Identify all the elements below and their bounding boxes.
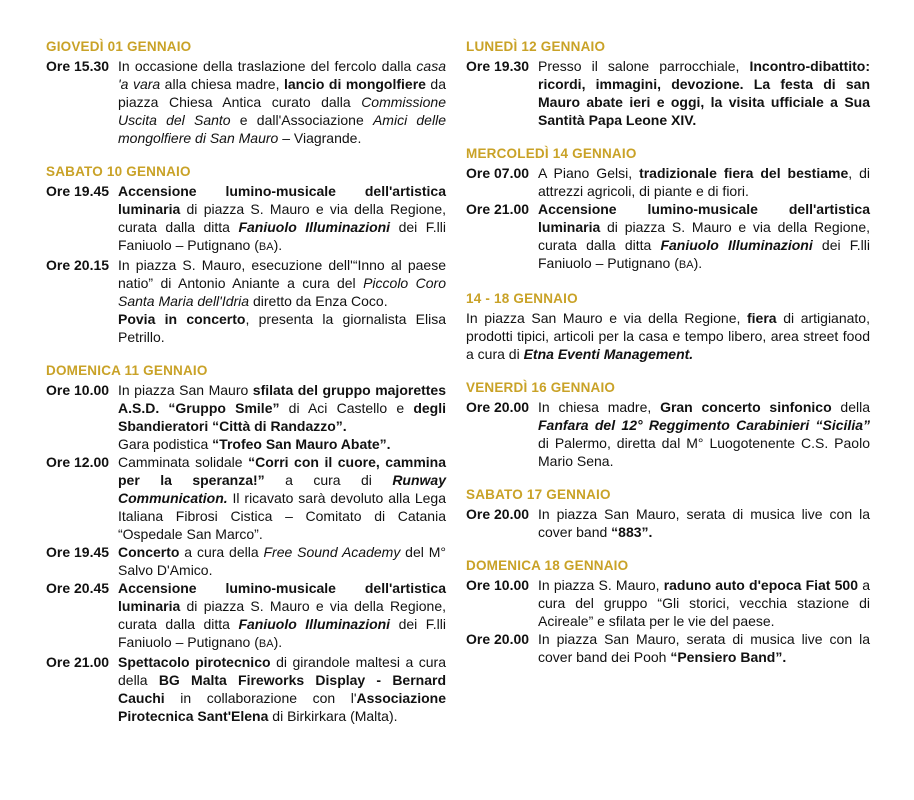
day-section <box>466 38 870 129</box>
event-description <box>118 57 446 147</box>
text-run: , presenta la giornalista Elisa Petrillo. <box>118 311 446 345</box>
event-description <box>118 543 446 579</box>
text-run: Accensione lumino-musicale dell'artistica luminaria <box>118 183 446 217</box>
text-run: Faniuolo Illuminazioni <box>238 616 391 632</box>
event-time: Ore 21.00 <box>46 654 110 670</box>
day-heading: DOMENICA 18 GENNAIO <box>466 558 629 573</box>
event-row <box>46 435 446 453</box>
text-run: “883”. <box>611 524 653 540</box>
text-run: Accensione lumino-musicale dell'artistica luminaria <box>118 580 446 614</box>
event-description <box>538 200 870 274</box>
day-section <box>466 486 870 541</box>
event-row <box>46 653 446 725</box>
text-run: , di attrezzi agricoli, di piante e di fiori. <box>538 165 870 199</box>
event-time: Ore 20.15 <box>46 257 110 273</box>
text-run: dei F.lli Faniuolo – Putignano ( <box>118 219 446 253</box>
text-run: da piazza Chiesa Antica curato dalla <box>118 76 446 110</box>
event-description <box>118 435 446 453</box>
text-run: di artigianato, prodotti tipici, articoli per la casa e tempo libero, area street food a cura di <box>466 310 870 362</box>
text-run: Concerto <box>118 544 180 560</box>
text-run: di Palermo, diretta dal M° Luogotenente C.S. Paolo Mario Sena. <box>538 435 870 469</box>
event-description <box>118 310 446 346</box>
text-run: dei F.lli Faniuolo – Putignano ( <box>538 237 870 271</box>
event-description <box>538 505 870 541</box>
text-run: In piazza San Mauro, serata di musica live con la cover band <box>538 506 870 540</box>
event-description <box>538 57 870 129</box>
text-run: di Birkirkara (Malta). <box>268 708 398 724</box>
text-run: di girandole maltesi a cura della <box>118 654 446 688</box>
event-row <box>466 200 870 274</box>
event-row <box>46 57 446 147</box>
text-run: In piazza San Mauro, serata di musica live con la cover band dei Pooh <box>538 631 870 665</box>
text-run: “Trofeo San Mauro Abate”. <box>212 436 391 452</box>
text-run: Gara podistica <box>118 436 213 452</box>
text-run: di piazza S. Mauro e via della Regione, curata dalla ditta <box>118 201 446 235</box>
day-heading: 14 - 18 GENNAIO <box>466 291 578 306</box>
event-row <box>46 182 446 256</box>
event-time: Ore 20.00 <box>466 631 530 647</box>
event-row <box>466 57 870 129</box>
day-heading: GIOVEDÌ 01 GENNAIO <box>46 39 192 54</box>
event-description <box>118 579 446 653</box>
event-time: Ore 19.45 <box>46 183 110 199</box>
text-run: sfilata del gruppo majorettes A.S.D. “Gruppo Smile” <box>118 382 447 416</box>
text-run: In chiesa madre, <box>538 399 661 415</box>
text-run: “Corri con il cuore, cammina per la speranza!” <box>118 454 446 488</box>
text-run: fiera <box>747 310 777 326</box>
text-run: dei F.lli Faniuolo – Putignano ( <box>118 616 446 650</box>
event-description <box>118 653 446 725</box>
text-run: raduno auto d'epoca Fiat 500 <box>663 577 859 593</box>
text-run: Associazione Pirotecnica Sant'Elena <box>118 690 446 724</box>
text-run: – Viagrande. <box>278 130 362 146</box>
event-time: Ore 19.30 <box>466 58 530 74</box>
event-row <box>466 630 870 666</box>
text-run: casa 'a vara <box>118 58 446 92</box>
event-time: Ore 20.00 <box>466 399 530 415</box>
event-time: Ore 15.30 <box>46 58 110 74</box>
event-description <box>118 256 446 310</box>
text-run: BA <box>258 241 274 253</box>
text-run: di piazza S. Mauro e via della Regione, curata dalla ditta <box>538 219 870 253</box>
text-run: alla chiesa madre, <box>160 76 284 92</box>
text-run: di piazza S. Mauro e via della Regione, curata dalla ditta <box>118 598 446 632</box>
text-run: A Piano Gelsi, <box>538 165 640 181</box>
text-run: lancio di mongolfiere <box>283 76 426 92</box>
event-time: Ore 07.00 <box>466 165 530 181</box>
text-run: Gran concerto sinfonico <box>660 399 832 415</box>
text-run: Camminata solidale <box>118 454 249 470</box>
text-run: Povia in concerto <box>118 311 246 327</box>
day-heading: LUNEDÌ 12 GENNAIO <box>466 39 606 54</box>
event-row <box>46 579 446 653</box>
event-row <box>46 310 446 346</box>
text-run: BA <box>678 259 694 271</box>
day-heading: SABATO 17 GENNAIO <box>466 487 611 502</box>
text-run: Runway Communication. <box>118 472 446 506</box>
text-run: della <box>831 399 870 415</box>
text-run: in collaborazione con l' <box>164 690 357 706</box>
text-run: In piazza San Mauro <box>118 382 253 398</box>
event-row <box>466 505 870 541</box>
text-run: degli Sbandieratori “Città di Randazzo”. <box>118 400 446 434</box>
day-heading: DOMENICA 11 GENNAIO <box>46 363 208 378</box>
text-run: Piccolo Coro Santa Maria dell'Idria <box>118 275 446 309</box>
text-run: In piazza S. Mauro, esecuzione dell'“Inno al paese natio” di Antonio Aniante a cura del <box>118 257 446 291</box>
event-description <box>118 182 446 256</box>
text-run: e dall'Associazione <box>230 112 373 128</box>
text-run: di Aci Castello e <box>279 400 414 416</box>
text-run: ). <box>273 237 283 253</box>
event-description <box>118 453 446 543</box>
event-description <box>538 164 870 200</box>
text-run: Accensione lumino-musicale dell'artistica luminaria <box>538 201 870 235</box>
event-description <box>538 576 870 630</box>
event-row <box>466 576 870 630</box>
text-run: Faniuolo Illuminazioni <box>660 237 813 253</box>
event-row <box>46 256 446 310</box>
text-run: ). <box>693 255 703 271</box>
event-description <box>538 398 870 470</box>
text-run: Il ricavato sarà devoluto alla Lega Italiana Fibrosi Cistica – Comitato di Catania “Ospedale San Marco”. <box>118 490 446 542</box>
text-run: a cura di <box>264 472 393 488</box>
right-column <box>466 38 870 682</box>
text-run: Amici delle mongolfiere di San Mauro <box>118 112 446 146</box>
text-run: del M° Salvo D'Amico. <box>118 544 446 578</box>
event-row <box>466 398 870 470</box>
event-row <box>466 164 870 200</box>
event-time: Ore 20.00 <box>466 506 530 522</box>
text-run: tradizionale fiera del bestiame <box>639 165 849 181</box>
event-description <box>118 381 446 435</box>
text-run: In piazza S. Mauro, <box>538 577 664 593</box>
text-run: Etna Eventi Management. <box>523 346 694 362</box>
day-section <box>46 163 446 346</box>
event-time: Ore 20.45 <box>46 580 110 596</box>
text-run: Commissione Uscita del Santo <box>118 94 446 128</box>
event-time <box>46 310 118 346</box>
text-run: Free Sound Academy <box>263 544 401 560</box>
day-section <box>46 38 446 147</box>
text-run: a cura del gruppo “Gli storici, vecchia stazione di Acireale” e sfilata per le vie del paese. <box>538 577 870 629</box>
text-run: In occasione della traslazione del fercolo dalla <box>118 58 417 74</box>
day-section <box>466 290 870 363</box>
event-row <box>46 453 446 543</box>
event-row <box>46 381 446 435</box>
event-time: Ore 21.00 <box>466 201 530 217</box>
text-run: diretto da Enza Coco. <box>249 293 388 309</box>
text-run: BG Malta Fireworks Display - Bernard Cauchi <box>118 672 446 706</box>
text-run: “Pensiero Band”. <box>670 649 787 665</box>
day-heading: MERCOLEDÌ 14 GENNAIO <box>466 146 637 161</box>
event-description <box>466 309 870 363</box>
event-time: Ore 19.45 <box>46 544 110 560</box>
event-time: Ore 10.00 <box>466 577 530 593</box>
text-run: Spettacolo pirotecnico <box>118 654 271 670</box>
day-section <box>466 557 870 666</box>
text-run: Faniuolo Illuminazioni <box>238 219 391 235</box>
text-run: Incontro-dibattito: ricordi, immagini, devozione. La festa di san Mauro abate ieri e oggi, la visita ufficiale a Sua Santità Papa Leone XIV. <box>538 58 870 128</box>
text-run: a cura della <box>179 544 264 560</box>
text-run: BA <box>258 638 274 650</box>
day-section <box>46 362 446 725</box>
event-row <box>46 543 446 579</box>
day-heading: SABATO 10 GENNAIO <box>46 164 191 179</box>
event-time: Ore 10.00 <box>46 382 110 398</box>
text-run: ). <box>273 634 283 650</box>
text-run: Presso il salone parrocchiale, <box>538 58 750 74</box>
day-heading: VENERDÌ 16 GENNAIO <box>466 380 616 395</box>
text-run: In piazza San Mauro e via della Regione, <box>466 310 747 326</box>
event-time: Ore 12.00 <box>46 454 110 470</box>
event-time <box>46 435 118 453</box>
text-run: Fanfara del 12° Reggimento Carabinieri “Sicilia” <box>538 417 870 433</box>
event-description <box>538 630 870 666</box>
left-column <box>46 38 446 741</box>
day-section <box>466 145 870 274</box>
day-section <box>466 379 870 470</box>
